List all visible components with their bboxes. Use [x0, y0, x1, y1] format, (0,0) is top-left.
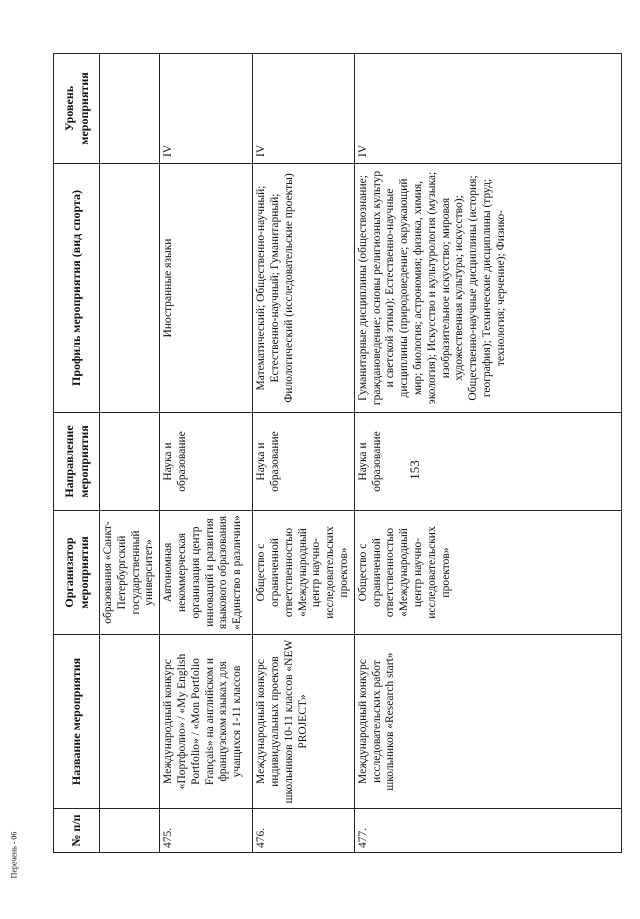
cell-level	[100, 54, 160, 164]
table-row	[354, 54, 621, 853]
footer-note: Перечень - 06	[9, 831, 19, 879]
cell-direction: Наука и образование	[253, 413, 355, 511]
cell-name	[100, 635, 160, 809]
cell-profile	[100, 164, 160, 413]
cell-direction: Наука и образование	[354, 413, 621, 511]
cell-profile: Гуманитарные дисциплины (обществознание; граждановедение; основы религиозных культур и светской этики); Естественно-научные дисциплины (природоведение; окружающий мир; биология; астрономия; физика, химия, экология); Искусство и культурология (музыка; изобразительное искусство; мировая художественная культура; искусство); Общественно-научные дисциплины (история; география); Технические дисциплины (труд; технология; черчение); Физико-	[354, 164, 621, 413]
cell-organizer: Автономная некоммерческая организация центр инноваций и развития языкового образования «Единство в различии»	[160, 511, 253, 635]
cell-organizer: Общество с ограниченной ответственностью «Международный центр научно-исследовательских проектов»	[354, 511, 621, 635]
cell-name: Международный конкурс исследовательских работ школьников «Research start»	[354, 635, 621, 809]
rotated-table	[53, 54, 614, 853]
cell-num: 475.	[160, 809, 253, 853]
cell-num	[100, 809, 160, 853]
cell-level: IV	[354, 54, 621, 164]
table-container	[53, 54, 614, 853]
page-number: 153	[407, 460, 422, 480]
header-direction: Направление мероприятия	[54, 413, 100, 511]
cell-organizer: образования «Санкт-Петербургский государственный университет»	[100, 511, 160, 635]
header-level: Уровень мероприятия	[54, 54, 100, 164]
cell-num: 476.	[253, 809, 355, 853]
cell-organizer: Общество с ограниченной ответственностью «Международный центр научно-исследовательских проектов»	[253, 511, 355, 635]
cell-profile: Математический; Общественно-научный; Естественно-научный; Гуманитарный; Филологический (исследовательские проекты)	[253, 164, 355, 413]
cell-direction	[100, 413, 160, 511]
cell-name: Международный конкурс «Портфолио» / «My English Portfolio» / «Mon Portfolio Français» на английском и французском языках для учащихся 1-11 классов	[160, 635, 253, 809]
cell-level: IV	[160, 54, 253, 164]
header-name: Название мероприятия	[54, 635, 100, 809]
table-row	[253, 54, 355, 853]
events-table	[53, 53, 622, 853]
cell-name: Международный конкурс индивидуальных проектов школьников 10-11 классов «NEW PROJECT»	[253, 635, 355, 809]
cell-profile: Иностранные языки	[160, 164, 253, 413]
header-organizer: Организатор мероприятия	[54, 511, 100, 635]
cell-num: 477.	[354, 809, 621, 853]
header-profile: Профиль мероприятия (вид спорта)	[54, 164, 100, 413]
table-row-continuation	[100, 54, 160, 853]
table-row	[160, 54, 253, 853]
cell-direction: Наука и образование	[160, 413, 253, 511]
header-num: № п/п	[54, 809, 100, 853]
cell-level: IV	[253, 54, 355, 164]
table-header-row	[54, 54, 100, 853]
